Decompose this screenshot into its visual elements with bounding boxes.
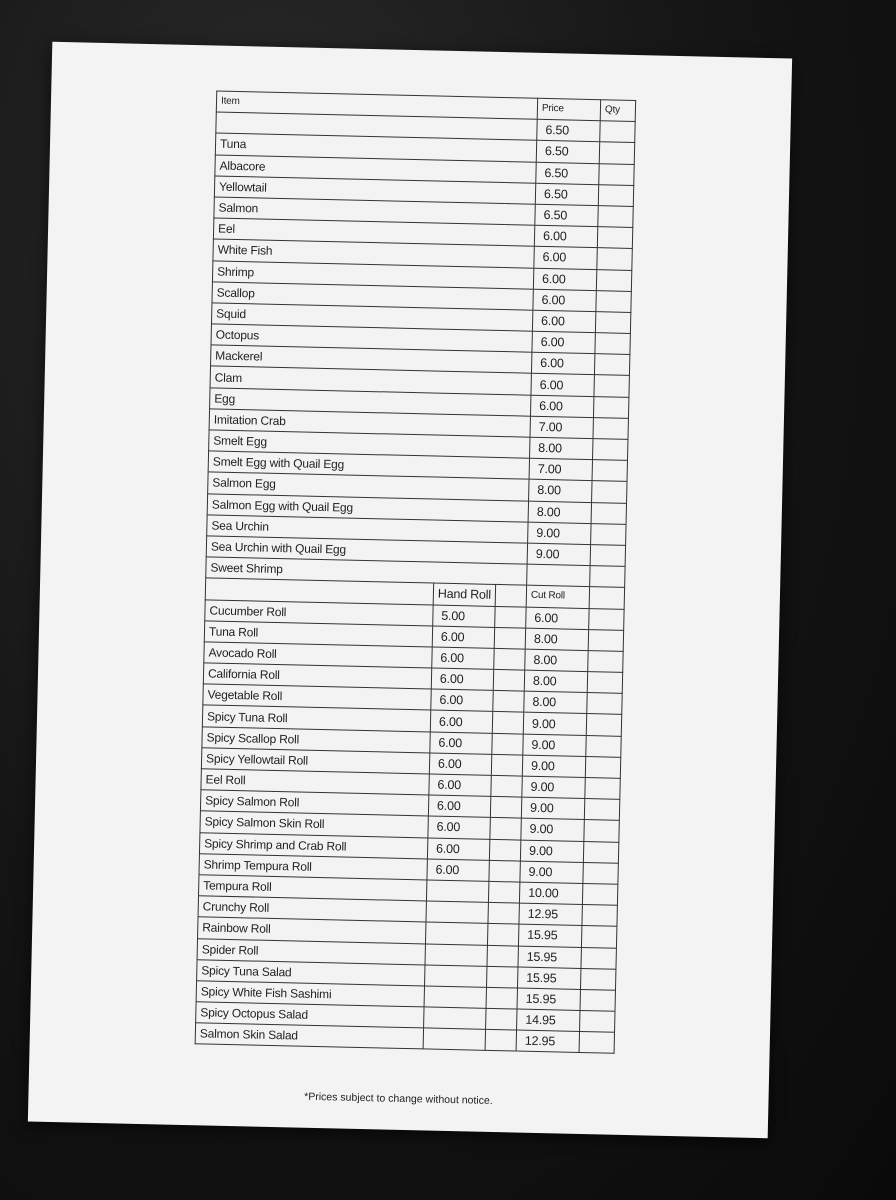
cut-roll-price: 15.95 [518,946,581,969]
hand-roll-qty[interactable] [491,775,522,797]
roll-name: Spicy Scallop Roll [202,726,430,752]
item-name: Smelt Egg with Quail Egg [208,451,529,479]
qty-cell[interactable] [580,989,615,1011]
cut-roll-price: 8.00 [524,691,587,714]
item-name: Tuna [215,133,536,161]
item-name: White Fish [213,239,534,267]
roll-name: Rainbow Roll [198,917,426,943]
price-disclaimer: *Prices subject to change without notice. [304,1090,493,1108]
item-price: 6.00 [530,395,593,418]
hand-roll-price [424,965,487,988]
hand-roll-price: 6.00 [430,732,493,755]
item-name: Imitation Crab [209,409,530,437]
item-price: 6.00 [533,268,596,291]
item-price [527,564,590,587]
item-name: Salmon Egg with Quail Egg [207,493,528,521]
qty-cell[interactable] [579,1032,614,1054]
hand-roll-price [425,922,488,945]
roll-name: Tuna Roll [204,621,432,647]
qty-cell[interactable] [594,354,629,376]
hand-roll-qty[interactable] [487,966,518,988]
hand-roll-price [425,943,488,966]
hand-roll-qty[interactable] [489,839,520,861]
item-name: Yellowtail [214,176,535,204]
cut-roll-price: 9.00 [521,797,584,820]
item-price: 6.00 [531,352,594,375]
roll-name: Spicy Yellowtail Roll [201,748,429,774]
qty-cell[interactable] [595,333,630,355]
item-name: Salmon Egg [208,472,529,500]
qty-cell[interactable] [596,290,631,312]
qty-cell[interactable] [581,947,616,969]
qty-cell[interactable] [595,312,630,334]
roll-name: Spicy White Fish Sashimi [196,981,424,1007]
item-price: 8.00 [528,501,591,524]
hand-roll-price: 6.00 [432,647,495,670]
qty-cell[interactable] [597,227,632,249]
cut-roll-price: 9.00 [521,818,584,841]
roll-name: Spider Roll [197,938,425,964]
cut-roll-price: 12.95 [519,903,582,926]
item-price: 6.50 [536,141,599,164]
qty-cell[interactable] [582,905,617,927]
cut-roll-price: 14.95 [517,1009,580,1032]
hand-roll-qty[interactable] [493,691,524,713]
cut-roll-price: 8.00 [524,670,587,693]
item-name: Egg [210,388,531,416]
hand-roll-qty[interactable] [490,797,521,819]
qty-cell[interactable] [583,841,618,863]
roll-name: Cucumber Roll [205,599,433,625]
item-price: 8.00 [529,480,592,503]
hand-roll-price: 6.00 [429,753,492,776]
roll-name: Tempura Roll [199,875,427,901]
item-price: 6.50 [535,183,598,206]
qty-cell[interactable] [583,862,618,884]
qty-cell[interactable] [585,778,620,800]
qty-cell[interactable] [588,650,623,672]
hand-roll-qty[interactable] [487,924,518,946]
order-form-table [195,90,637,1054]
qty-cell[interactable] [599,142,634,164]
cut-roll-header: Cut Roll [526,585,589,608]
roll-name: Spicy Shrimp and Crab Roll [199,832,427,858]
roll-name: Spicy Tuna Salad [197,959,425,985]
qty-cell[interactable] [590,566,625,588]
hand-roll-qty[interactable] [488,902,519,924]
item-name: Sea Urchin [207,515,528,543]
item-price: 9.00 [528,522,591,545]
hand-roll-qty[interactable] [489,860,520,882]
cut-roll-price: 9.00 [520,840,583,863]
hand-roll-header: Hand Roll [433,583,496,606]
hand-roll-price: 6.00 [430,710,493,733]
item-price: 7.00 [530,416,593,439]
menu-sheet [28,42,792,1139]
qty-cell[interactable] [586,735,621,757]
item-price: 6.50 [537,119,600,142]
price-header: Price [537,98,600,121]
roll-name: Shrimp Tempura Roll [199,854,427,880]
cut-roll-price: 9.00 [522,776,585,799]
cut-roll-price: 9.00 [523,734,586,757]
hand-roll-qty[interactable] [488,881,519,903]
hand-roll-qty[interactable] [487,945,518,967]
qty-cell[interactable] [584,820,619,842]
qty-cell[interactable] [598,206,633,228]
qty-cell[interactable] [587,693,622,715]
cut-roll-price: 12.95 [516,1030,579,1053]
hand-roll-price [423,1028,486,1051]
hand-roll-qty[interactable] [495,585,526,607]
item-name: Eel [213,218,534,246]
hand-roll-qty[interactable] [485,1030,516,1052]
qty-cell[interactable] [589,587,624,609]
qty-cell[interactable] [596,269,631,291]
item-price: 6.00 [532,331,595,354]
qty-cell[interactable] [580,1011,615,1033]
hand-roll-price: 6.00 [429,774,492,797]
hand-roll-qty[interactable] [486,1008,517,1030]
qty-cell[interactable] [580,968,615,990]
hand-roll-price [423,1007,486,1030]
item-price: 7.00 [529,458,592,481]
hand-roll-price [426,880,489,903]
qty-cell[interactable] [588,629,623,651]
item-name: Mackerel [211,345,532,373]
item-name: Scallop [212,282,533,310]
qty-cell[interactable] [590,545,625,567]
qty-cell[interactable] [599,163,634,185]
cut-roll-price: 9.00 [520,861,583,884]
item-price: 6.00 [531,374,594,397]
qty-cell[interactable] [584,799,619,821]
hand-roll-price: 6.00 [431,668,494,691]
hand-roll-price: 6.00 [432,626,495,649]
item-price: 9.00 [527,543,590,566]
hand-roll-qty[interactable] [491,754,522,776]
hand-roll-price [426,901,489,924]
cut-roll-price: 8.00 [525,628,588,651]
hand-roll-price [424,986,487,1009]
item-price: 6.50 [536,162,599,185]
qty-cell[interactable] [592,481,627,503]
roll-name: Vegetable Roll [203,684,431,710]
roll-name: Salmon Skin Salad [195,1023,423,1049]
hand-roll-price: 6.00 [428,795,491,818]
cut-roll-price: 15.95 [518,967,581,990]
item-price: 6.50 [535,204,598,227]
qty-cell[interactable] [586,714,621,736]
qty-cell[interactable] [594,375,629,397]
item-name: Smelt Egg [209,430,530,458]
qty-header: Qty [600,100,635,122]
hand-roll-qty[interactable] [490,818,521,840]
cut-roll-price: 6.00 [526,607,589,630]
cut-roll-price: 9.00 [522,755,585,778]
qty-cell[interactable] [591,523,626,545]
hand-roll-qty[interactable] [492,733,523,755]
hand-roll-price: 6.00 [428,816,491,839]
item-name: Sweet Shrimp [206,557,527,585]
hand-roll-qty[interactable] [486,987,517,1009]
qty-cell[interactable] [589,608,624,630]
roll-name: Avocado Roll [204,642,432,668]
hand-roll-price: 6.00 [427,859,490,882]
roll-name: Eel Roll [201,769,429,795]
roll-name: Spicy Octopus Salad [196,1002,424,1028]
qty-cell[interactable] [592,460,627,482]
hand-roll-price: 5.00 [433,605,496,628]
cut-roll-price: 15.95 [518,924,581,947]
item-header: Item [216,91,537,119]
qty-cell[interactable] [585,756,620,778]
roll-name: Crunchy Roll [198,896,426,922]
item-price: 6.00 [534,225,597,248]
item-name: Sea Urchin with Quail Egg [206,536,527,564]
item-name: Octopus [211,324,532,352]
cut-roll-price: 15.95 [517,988,580,1011]
roll-name: Spicy Salmon Skin Roll [200,811,428,837]
item-price: 8.00 [530,437,593,460]
cut-roll-price: 9.00 [523,713,586,736]
qty-cell[interactable] [593,396,628,418]
item-name: Albacore [215,155,536,183]
hand-roll-qty[interactable] [492,712,523,734]
item-price: 6.00 [534,247,597,270]
roll-name: California Roll [203,663,431,689]
item-name: Squid [211,303,532,331]
qty-cell[interactable] [581,926,616,948]
qty-cell[interactable] [582,883,617,905]
hand-roll-qty[interactable] [495,606,526,628]
qty-cell[interactable] [597,248,632,270]
qty-cell[interactable] [593,417,628,439]
hand-roll-qty[interactable] [494,648,525,670]
hand-roll-price: 6.00 [431,689,494,712]
item-name: Salmon [214,197,535,225]
qty-cell[interactable] [600,121,635,143]
qty-cell[interactable] [598,184,633,206]
qty-cell[interactable] [591,502,626,524]
hand-roll-price: 6.00 [427,838,490,861]
item-price: 6.00 [532,310,595,333]
roll-name: Spicy Tuna Roll [202,705,430,731]
qty-cell[interactable] [587,672,622,694]
item-price: 6.00 [533,289,596,312]
cut-roll-price: 10.00 [519,882,582,905]
roll-name: Spicy Salmon Roll [200,790,428,816]
cut-roll-price: 8.00 [525,649,588,672]
item-name: Shrimp [212,260,533,288]
hand-roll-qty[interactable] [493,669,524,691]
hand-roll-qty[interactable] [494,627,525,649]
item-name: Clam [210,366,531,394]
qty-cell[interactable] [593,439,628,461]
